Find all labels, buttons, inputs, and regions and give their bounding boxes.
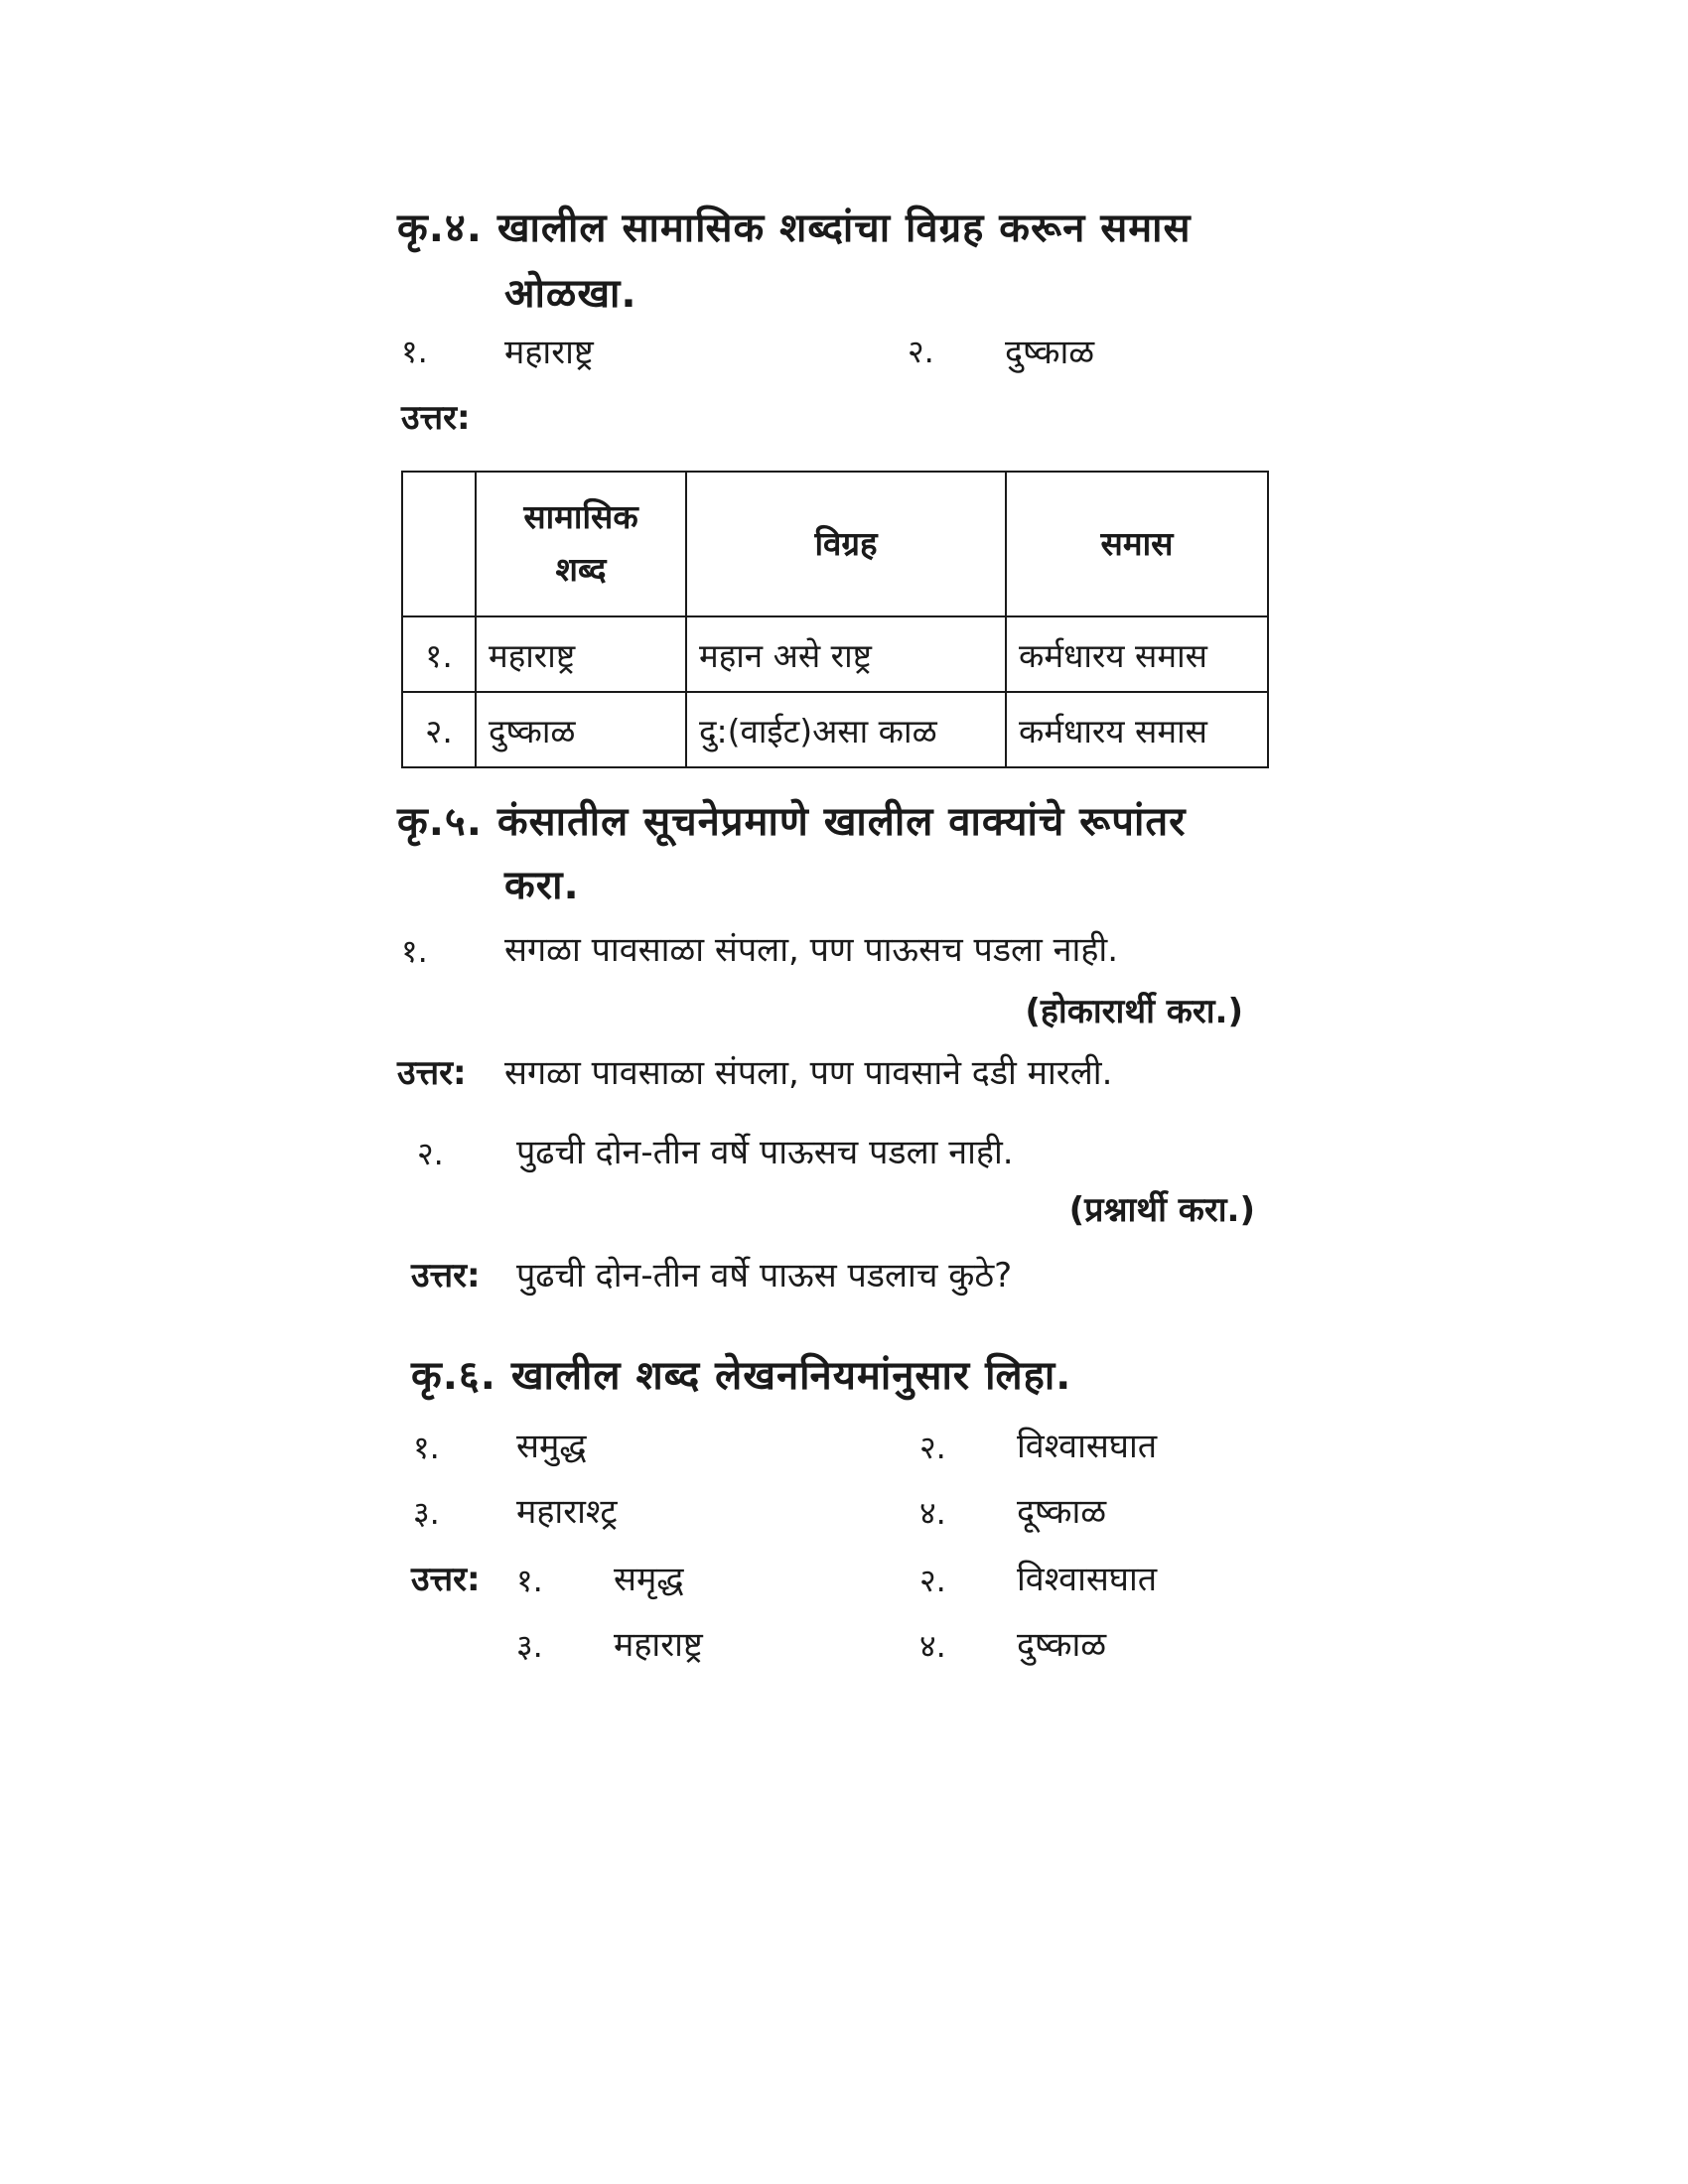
table-row xyxy=(402,692,1268,767)
table-header-word xyxy=(476,472,686,616)
q6-item-2-word: विश्वासघात xyxy=(1017,1427,1158,1466)
table-header-vigraha: विग्रह xyxy=(686,472,1006,616)
q5-item-1-num: १. xyxy=(401,932,428,970)
q5-item-2-answer: पुढची दोन-तीन वर्षे पाऊस पडलाच कुठे? xyxy=(516,1256,1013,1296)
q4-item-1-num: १. xyxy=(401,333,428,370)
q4-item-1-word: महाराष्ट्र xyxy=(504,333,594,372)
q5-item-1-instruction: (होकारार्थी करा.) xyxy=(1025,992,1243,1031)
q4-item-2-num: २. xyxy=(908,333,934,370)
q6-answer-1-num: १. xyxy=(516,1562,543,1599)
q4-title-line2: ओळखा. xyxy=(504,271,637,317)
table-cell-vigraha: दु:(वाईट)असा काळ xyxy=(686,692,1006,767)
q4-answer-label: उत्तर: xyxy=(401,398,471,438)
q5-item-2-answer-label: उत्तर: xyxy=(411,1256,481,1296)
table-cell-word: दुष्काळ xyxy=(476,692,686,767)
q6-answer-3-word: महाराष्ट्र xyxy=(614,1625,703,1665)
q5-item-2-num: २. xyxy=(417,1135,444,1172)
q6-item-4-num: ४. xyxy=(919,1494,946,1532)
q4-title-line1: कृ.४. खालील सामासिक शब्दांचा विग्रह करून समास xyxy=(397,205,1192,251)
table-header-word-line1: सामासिक xyxy=(523,497,638,537)
table-cell-num: १. xyxy=(402,616,476,692)
table-header-row xyxy=(402,472,1268,616)
table-header-sr xyxy=(402,472,476,616)
q6-item-4-word: दूष्काळ xyxy=(1017,1492,1107,1532)
q6-title: कृ.६. खालील शब्द लेखननियमांनुसार लिहा. xyxy=(411,1353,1072,1399)
table-cell-num: २. xyxy=(402,692,476,767)
samas-table xyxy=(401,471,1269,768)
table-cell-samas: कर्मधारय समास xyxy=(1006,692,1268,767)
q6-item-3-num: ३. xyxy=(413,1494,440,1532)
table-cell-samas: कर्मधारय समास xyxy=(1006,616,1268,692)
q5-item-2-instruction: (प्रश्नार्थी करा.) xyxy=(1068,1190,1255,1230)
q5-item-1-answer-label: उत्तर: xyxy=(397,1053,467,1093)
table-header-word-line2: शब्द xyxy=(555,550,607,589)
q4-item-2-word: दुष्काळ xyxy=(1005,333,1095,372)
q6-answer-4-word: दुष्काळ xyxy=(1017,1625,1107,1665)
q6-answer-label: उत्तर: xyxy=(411,1560,481,1599)
q6-answer-3-num: ३. xyxy=(516,1627,543,1665)
q6-item-1-word: समुद्ध xyxy=(516,1427,587,1466)
q5-item-1-sentence: सगळा पावसाळा संपला, पण पाऊसच पडला नाही. xyxy=(504,930,1119,970)
q5-title-line1: कृ.५. कंसातील सूचनेप्रमाणे खालील वाक्यांचे रूपांतर xyxy=(397,799,1187,845)
q6-answer-2-num: २. xyxy=(919,1562,946,1599)
q6-answer-1-word: समृद्ध xyxy=(614,1560,684,1599)
q5-title-line2: करा. xyxy=(504,863,580,908)
q5-item-2-sentence: पुढची दोन-तीन वर्षे पाऊसच पडला नाही. xyxy=(516,1133,1014,1172)
q6-answer-2-word: विश्वासघात xyxy=(1017,1560,1158,1599)
table-cell-word: महाराष्ट्र xyxy=(476,616,686,692)
q6-answer-4-num: ४. xyxy=(919,1627,946,1665)
table-cell-vigraha: महान असे राष्ट्र xyxy=(686,616,1006,692)
q6-item-2-num: २. xyxy=(919,1429,946,1466)
q6-item-3-word: महाराश्ट्र xyxy=(516,1492,618,1532)
table-row xyxy=(402,616,1268,692)
table-header-samas: समास xyxy=(1006,472,1268,616)
q6-item-1-num: १. xyxy=(413,1429,440,1466)
q5-item-1-answer: सगळा पावसाळा संपला, पण पावसाने दडी मारली. xyxy=(504,1053,1113,1093)
